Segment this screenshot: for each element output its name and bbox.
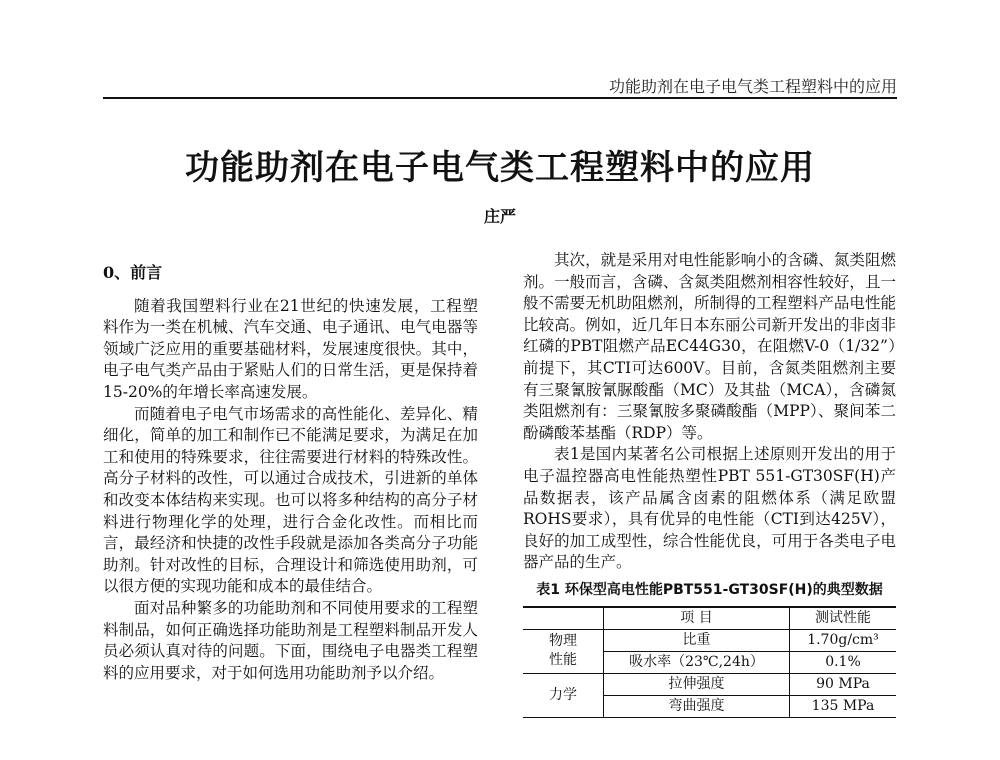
author: 庄严 xyxy=(483,207,516,226)
table-caption: 表1 环保型高电性能PBT551-GT30SF(H)的典型数据 xyxy=(536,581,883,598)
table-header-blank xyxy=(523,607,604,630)
table-group-label: 力学 xyxy=(523,673,604,717)
running-head: 功能助剂在电子电气类工程塑料中的应用 xyxy=(608,77,897,96)
table-cell-item: 吸水率（23℃,24h） xyxy=(604,651,790,673)
table-cell-item: 弯曲强度 xyxy=(604,695,790,717)
paragraph: 其次，就是采用对电性能影响小的含磷、氮类阻燃剂。一般而言，含磷、含氮类阻燃剂相容性较好，且一般不需要无机助阻燃剂，所制得的工程塑料产品电性能比较高。例如，近几年日本东丽公司新开发出的非卤非红磷的PBT阻燃产品EC44G30，在阻燃V-0（1/32”）前提下，其CTI可达600V。目前，含氮类阻燃剂主要有三聚氰胺氰脲酸酯（MC）及其盐（MCA），含磷氮类阻燃剂有：三聚氰胺多聚磷酸酯（MPP）、聚间苯二酚磷酸苯基酯（RDP）等。 xyxy=(523,251,896,442)
table-cell-item: 比重 xyxy=(604,629,790,651)
section-heading-intro: 0、前言 xyxy=(103,263,163,282)
table-header-item: 项 目 xyxy=(604,607,790,630)
right-column xyxy=(523,250,896,718)
table-row xyxy=(523,629,896,651)
paragraph: 随着我国塑料行业在21世纪的快速发展，工程塑料作为一类在机械、汽车交通、电子通讯、电气电器等领域广泛应用的重要基础材料，发展速度很快。其中，电子电气类产品由于紧贴人们的日常生活，更是保持着15-20%的年增长率高速发展。 xyxy=(103,296,478,401)
paragraph: 面对品种繁多的功能助剂和不同使用要求的工程塑料制品，如何正确选择功能助剂是工程塑料制品开发人员必须认真对待的问题。下面，围绕电子电器类工程塑料的应用要求，对于如何选用功能助剂予以介绍。 xyxy=(103,598,478,682)
table-cell-value: 135 MPa xyxy=(790,695,897,717)
paragraph: 表1是国内某著名公司根据上述原则开发出的用于电子温控器高电性能热塑性PBT 551-GT30SF(H)产品数据表，该产品属含卤素的阻燃体系（满足欧盟ROHS要求），具有优异的电性能（CTI到达425V），良好的加工成型性，综合性能优良，可用于各类电子电器产品的生产。 xyxy=(523,445,896,572)
table-cell-item: 拉伸强度 xyxy=(604,673,790,695)
table-group-label: 物理 性能 xyxy=(523,629,604,673)
article-title: 功能助剂在电子电气类工程塑料中的应用 xyxy=(185,148,815,188)
table-cell-value: 90 MPa xyxy=(790,673,897,695)
table-cell-value: 1.70g/cm³ xyxy=(790,629,897,651)
paragraph: 而随着电子电气市场需求的高性能化、差异化、精细化，简单的加工和制作已不能满足要求，为满足在加工和使用的特殊要求，往往需要进行材料的特殊改性。高分子材料的改性，可以通过合成技术，引进新的单体和改变本体结构来实现。也可以将多种结构的高分子材料进行物理化学的处理，进行合金化改性。而相比而言，最经济和快捷的改性手段就是添加各类高分子功能助剂。针对改性的目标，合理设计和筛选使用助剂，可以很方便的实现功能和成本的最佳结合。 xyxy=(103,404,478,596)
table-header-value: 测试性能 xyxy=(790,607,897,630)
header-rule xyxy=(103,97,897,99)
table-row xyxy=(523,673,896,695)
table-cell-value: 0.1% xyxy=(790,651,897,673)
left-column xyxy=(103,250,478,684)
data-table xyxy=(523,606,896,718)
